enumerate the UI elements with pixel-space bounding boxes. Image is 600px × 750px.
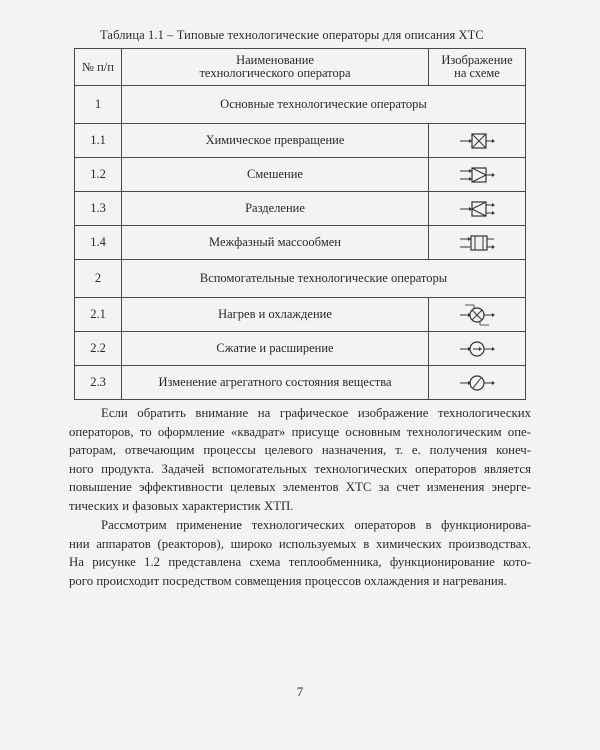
row-name: Основные технологические операторы bbox=[122, 86, 526, 124]
row-symbol bbox=[429, 192, 526, 226]
text-line: раторам, отвечающим процессы целевого назначения, т. е. получения конеч- bbox=[69, 443, 531, 458]
row-symbol bbox=[429, 298, 526, 332]
row-name: Межфазный массообмен bbox=[122, 226, 429, 260]
row-number: 1.3 bbox=[75, 192, 122, 226]
row-number: 1.2 bbox=[75, 158, 122, 192]
table-row bbox=[75, 192, 526, 226]
heating-cooling-icon bbox=[457, 302, 497, 328]
table-header-row bbox=[75, 49, 526, 86]
row-number: 2.2 bbox=[75, 332, 122, 366]
row-name: Вспомогательные технологические операторы bbox=[122, 260, 526, 298]
table-row bbox=[75, 124, 526, 158]
table-caption: Таблица 1.1 – Типовые технологические операторы для описания ХТС bbox=[100, 28, 484, 42]
row-name: Разделение bbox=[122, 192, 429, 226]
text-line: повышение эффективности целевых элементов ХТС за счет изменения энерге- bbox=[69, 480, 531, 495]
table-row bbox=[75, 332, 526, 366]
mixing-icon bbox=[457, 165, 497, 185]
row-symbol bbox=[429, 366, 526, 400]
table-row bbox=[75, 366, 526, 400]
table-row bbox=[75, 158, 526, 192]
row-name: Нагрев и охлаждение bbox=[122, 298, 429, 332]
text-line: Рассмотрим применение технологических операторов в функционирова- bbox=[101, 518, 531, 532]
header-symbol-cell bbox=[429, 49, 526, 86]
row-name: Сжатие и расширение bbox=[122, 332, 429, 366]
interphase-mass-exchange-icon bbox=[457, 233, 497, 253]
header-name-cell bbox=[122, 49, 429, 86]
row-symbol bbox=[429, 332, 526, 366]
paragraph-2 bbox=[69, 516, 531, 590]
row-symbol bbox=[429, 124, 526, 158]
header-name-line2: технологического оператора bbox=[199, 66, 351, 80]
row-number: 2.1 bbox=[75, 298, 122, 332]
page-number: 7 bbox=[296, 684, 304, 699]
table-row bbox=[75, 226, 526, 260]
row-number: 1.4 bbox=[75, 226, 122, 260]
phase-change-icon bbox=[457, 372, 497, 394]
chemical-transformation-icon bbox=[457, 131, 497, 151]
table-row-group-1 bbox=[75, 86, 526, 124]
text-line: рого происходит посредством совмещения процессов охлаждения и нагревания. bbox=[69, 573, 507, 588]
operators-table bbox=[74, 48, 526, 400]
header-number-cell: № п/п bbox=[75, 49, 122, 86]
row-name: Химическое превращение bbox=[122, 124, 429, 158]
text-line: На рисунке 1.2 представлена схема теплообменника, функционирование кото- bbox=[69, 555, 531, 570]
header-symbol-line2: на схеме bbox=[454, 66, 500, 80]
table-row bbox=[75, 298, 526, 332]
header-symbol-line1: Изображение bbox=[441, 53, 513, 67]
row-number: 1.1 bbox=[75, 124, 122, 158]
row-number: 2 bbox=[75, 260, 122, 298]
row-name: Смешение bbox=[122, 158, 429, 192]
text-line: Если обратить внимание на графическое изображение технологических bbox=[101, 406, 531, 420]
text-line: ного продукта. Задачей вспомогательных технологических операторов является bbox=[69, 461, 531, 476]
text-line: тических и фазовых характеристик ХТП. bbox=[69, 498, 294, 513]
row-name: Изменение агрегатного состояния вещества bbox=[122, 366, 429, 400]
row-number: 1 bbox=[75, 86, 122, 124]
paragraph-1 bbox=[69, 404, 531, 516]
header-name-line1: Наименование bbox=[236, 53, 314, 67]
table-row-group-2 bbox=[75, 260, 526, 298]
compression-expansion-icon bbox=[457, 338, 497, 360]
row-symbol bbox=[429, 158, 526, 192]
row-symbol bbox=[429, 226, 526, 260]
row-number: 2.3 bbox=[75, 366, 122, 400]
separation-icon bbox=[457, 199, 497, 219]
text-line: операторов, то оформление «квадрат» присуще основным технологическим опе- bbox=[69, 424, 531, 439]
text-line: нии аппаратов (реакторов), широко используемых в химических производствах. bbox=[69, 536, 531, 551]
